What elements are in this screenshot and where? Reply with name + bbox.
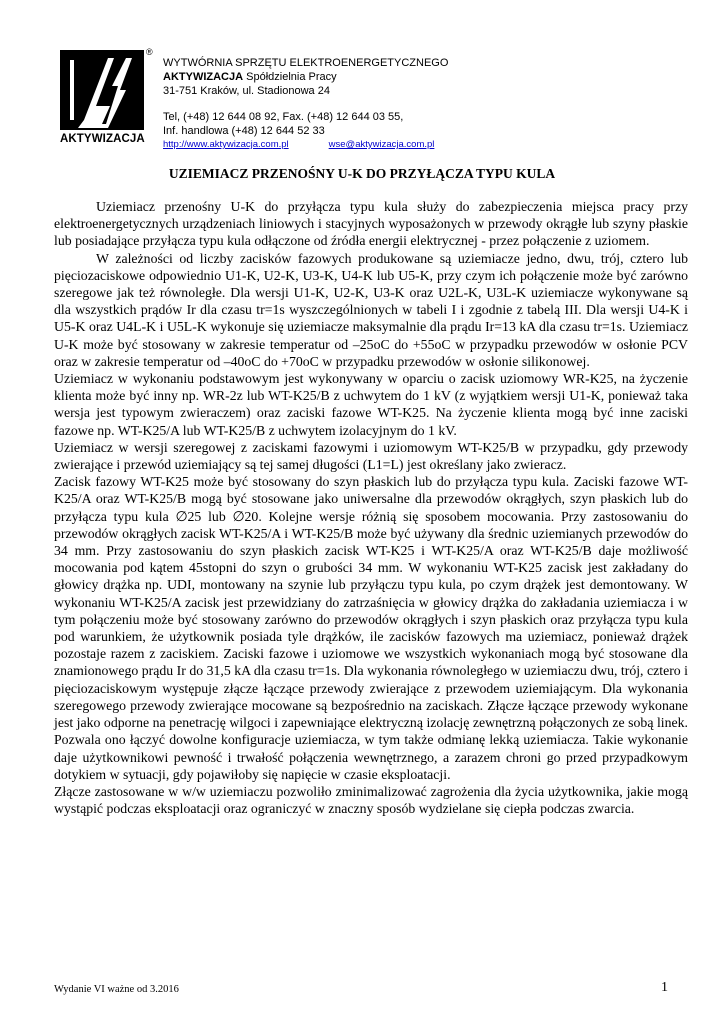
document-body — [54, 198, 688, 817]
paragraph: Uziemiacz w wersji szeregowej z zaciskami fazowymi i uziomowym WT-K25/B w przypadku, gdy przewody zwierające i przewód uziemiający są tej samej długości (L1=L) jest określany jako zwieracz. — [54, 439, 688, 473]
page-number: 1 — [661, 980, 668, 995]
logo-mark — [60, 50, 144, 130]
company-address: 31-751 Kraków, ul. Stadionowa 24 — [163, 85, 330, 97]
website-link[interactable]: http://www.aktywizacja.com.pl — [163, 139, 289, 150]
document-title: UZIEMIACZ PRZENOŚNY U-K DO PRZYŁĄCZA TYPU KULA — [168, 166, 556, 181]
company-links — [163, 138, 448, 152]
company-name — [163, 70, 448, 84]
company-phone: Tel, (+48) 12 644 08 92, Fax. (+48) 12 644 03 55, — [163, 111, 404, 123]
company-line1: WYTWÓRNIA SPRZĘTU ELEKTROENERGETYCZNEGO — [163, 57, 449, 69]
paragraph: W zależności od liczby zacisków fazowych produkowane są uziemiacze jedno, dwu, trój, cztero lub pięciozaciskowe odpowiednio U1-K, U2-K, U3-K, U4-K lub U5-K, przy czym ich połączenie może być zarówno szeregowe jak też równoległe. Dla wersji U1-K, U2-K, U3-K oraz U2L-K, U3L-K uziemiacze wykonywane są dla wszystkich prądów Ir dla czasu tr=1s wyszczególnionych w tabeli I i zgodnie z tabelą III. Dla wersji U4-K i U5-K oraz U4L-K i U5L-K wykonuje się uziemiacze maksymalnie dla prądu Ir=13 kA dla czasu tr=1s. Uziemiacz U-K może być stosowany w zakresie temperatur od –25oC do +55oC w przypadku przewodów w osłonie PCV oraz w zakresie temperatur od –40oC do +70oC w przypadku przewodów w osłonie silikonowej. — [54, 250, 688, 369]
edition-footer: Wydanie VI ważne od 3.2016 — [54, 984, 179, 995]
paragraph: Uziemiacz przenośny U-K do przyłącza typu kula służy do zabezpieczenia miejsca pracy przy elektroenergetycznych urządzeniach liniowych i stacyjnych wyposażonych w przewody okrągłe lub szyny płaskie lub posiadające przyłącza typu kula odłączone od źródła energii elektrycznej - przez połączenie z uziomem. — [54, 199, 688, 249]
company-name-bold: AKTYWIZACJA — [163, 71, 244, 83]
company-trade: Inf. handlowa (+48) 12 644 52 33 — [163, 125, 325, 137]
lightning-logo-icon — [60, 50, 144, 130]
company-name-rest: Spółdzielnia Pracy — [243, 71, 337, 83]
email-link[interactable]: wse@aktywizacja.com.pl — [328, 139, 435, 150]
paragraph: Złącze zastosowane w w/w uziemiaczu pozwoliło zminimalizować zagrożenia dla życia użytkownika, jakie mogą wystąpić podczas eksploatacji oraz ograniczyć w znaczny sposób wydzielane się ciepła podczas zwarcia. — [54, 783, 688, 817]
paragraph: Uziemiacz w wykonaniu podstawowym jest wykonywany w oparciu o zacisk uziomowy WR-K25, na życzenie klienta może być inny np. WR-2z lub WT-K25/B z uchwytem do 1 kV (z wyjątkiem wersji U1-K, ponieważ taka wersja jest typowym zwieraczem) oraz zaciski fazowe WT-K25. Na życzenie klienta mogą być inne zaciski fazowe np. WT-K25/A lub WT-K25/B z uchwytem izolacyjnym do 1 kV. — [54, 371, 688, 438]
company-logo — [60, 47, 156, 148]
registered-mark: ® — [146, 47, 153, 57]
paragraph: Zacisk fazowy WT-K25 może być stosowany do szyn płaskich lub do przyłącza typu kula. Zaciski fazowe WT-K25/A oraz WT-K25/B mogą być stosowane jako uniwersalne dla przewodów okrągłych, szyn płaskich lub do przyłącza typu kula ∅25 lub ∅20. Kolejne wersje różnią się sposobem mocowania. Przy zastosowaniu do przewodów okrągłych zacisk WT-K25/A i WT-K25/B może być używany dla średnic uziemianych przewodów do 34 mm. Przy zastosowaniu do szyn płaskich zacisk WT-K25 i WT-K25/A oraz WT-K25/B daje możliwość mocowania pod kątem 45stopni do szyn o grubości 34 mm. W wykonaniu WT-K25 zacisk jest zakładany do głowicy drążka np. UDI, montowany na szynie lub przyłączu typu kula, po czym drążek jest demontowany. W wykonaniu WT-K25/A zacisk jest przewidziany do zatrzaśnięcia w głowicy drążka do zakładania uziemiacza i w tym połączeniu może być stosowany zarówno do przewodów okrągłych i szyn płaskich oraz przyłącza typu kula pod warunkiem, że użytkownik posiada tyle drążków, ile zacisków fazowych ma uziemiacz, ponieważ drążek pozostaje razem z zaciskiem. Zaciski fazowe i uziomowe we wszystkich wykonaniach mogą być stosowane dla znamionowego prądu Ir do 31,5 kA dla czasu tr=1s. Dla wykonania równoległego w uziemiaczu dwu, trój, cztero i pięciozaciskowym występuje złącze łączące przewody zwierające z przewodem uziemiającym. Dla wykonania szeregowego przewody zwierające mocowane są bezpośrednio na zaciskach. Złącze łączące przewody wykonane jest jako odporne na penetrację wilgoci i zapewniające elektryczną izolację zewnętrzną połączonych ze sobą linek. Pozwala ono łączyć dowolne konfiguracje uziemiacza, w tym także odmianę lekką uziemiacza. Takie wykonanie daje użytkownikowi pewność i trwałość połączenia wewnętrznego, a zarazem chroni go przed przypadkowym dotykiem w sytuacji, gdy pojawiłoby się napięcie w czasie eksploatacji. — [54, 474, 688, 782]
company-header — [163, 56, 448, 152]
logo-text: AKTYWIZACJA — [60, 133, 145, 145]
